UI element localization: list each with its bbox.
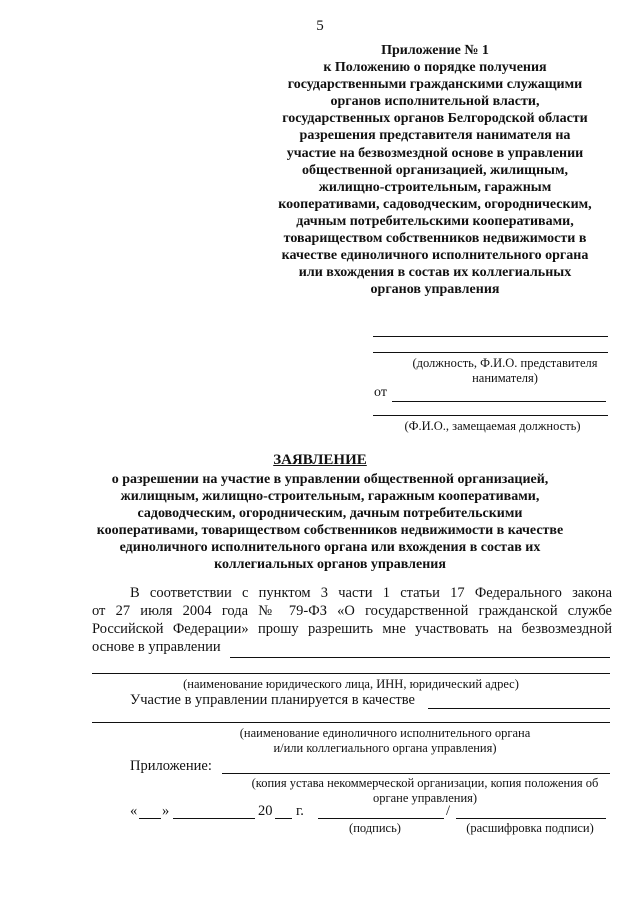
body-caption-line: и/или коллегиального органа управления) xyxy=(273,741,497,755)
appendix-line: участие на безвозмездной основе в управлении xyxy=(286,145,584,161)
subtitle-line: жилищным, жилищно-строительным, гаражным кооперативами, xyxy=(120,489,540,505)
page-number: 5 xyxy=(316,18,324,34)
addressee-caption xyxy=(375,356,635,386)
subtitle-line: садоводческим, огородническим, дачным потребительскими xyxy=(137,506,523,522)
body-paragraph xyxy=(92,584,612,656)
body-line: Российской Федерации» прошу разрешить мне участвовать на безвозмездной xyxy=(92,621,612,637)
appendix-line: органов исполнительной власти, xyxy=(330,94,540,110)
appendix-line: жилищно-строительным, гаражным xyxy=(318,179,552,195)
participation-blank-line-2[interactable] xyxy=(92,722,610,723)
signature-decode-caption: (расшифровка подписи) xyxy=(466,821,594,835)
date-year-prefix: 20 xyxy=(258,803,273,819)
body-caption-line: (наименование единоличного исполнительного органа xyxy=(239,726,531,740)
appendix-line: кооперативами, садоводческим, огородническим, xyxy=(278,196,592,212)
addressee-blank-line-2[interactable] xyxy=(373,352,608,353)
from-blank-line[interactable] xyxy=(392,401,606,402)
date-open-quote: « xyxy=(130,803,138,819)
appendix-line: разрешения представителя нанимателя на xyxy=(299,128,571,144)
addressee-caption-line: нанимателя) xyxy=(472,371,538,385)
appendix-line: государственных органов Белгородской области xyxy=(282,111,588,127)
org-caption: (наименование юридического лица, ИНН, юридический адрес) xyxy=(183,677,519,691)
subtitle-line: о разрешении на участие в управлении общественной организацией, xyxy=(111,472,549,487)
appendix-line: качестве единоличного исполнительного органа xyxy=(281,248,589,264)
document-subtitle xyxy=(70,471,590,574)
signature-blank[interactable] xyxy=(318,818,444,819)
document-title: ЗАЯВЛЕНИЕ xyxy=(273,452,367,468)
appendix-title: Приложение № 1 xyxy=(381,43,489,58)
date-year-blank[interactable] xyxy=(275,818,292,819)
from-blank-line-2[interactable] xyxy=(373,415,608,416)
attachment-caption-line: (копия устава некоммерческой организации, копия положения об xyxy=(251,776,599,790)
appendix-line: общественной организацией, жилищным, xyxy=(301,162,569,178)
appendix-line: органов управления xyxy=(370,282,500,298)
management-blank-line[interactable] xyxy=(230,657,610,658)
date-close-quote: » xyxy=(162,803,170,819)
org-blank-line[interactable] xyxy=(92,673,610,674)
subtitle-line: коллегиальных органов управления xyxy=(214,557,446,573)
appendix-line: государственными гражданскими служащими xyxy=(287,77,583,93)
date-year-suffix: г. xyxy=(296,803,304,819)
attachment-caption-line: органе управления) xyxy=(372,791,478,805)
attachment-label: Приложение: xyxy=(130,758,212,774)
participation-label: Участие в управлении планируется в качестве xyxy=(130,692,415,708)
appendix-line: или вхождения в состав их коллегиальных xyxy=(298,265,572,281)
subtitle-line: кооперативами, товариществом собственников недвижимости в качестве xyxy=(96,523,564,539)
appendix-line: к Положению о порядке получения xyxy=(323,60,547,76)
date-month-blank[interactable] xyxy=(173,818,255,819)
body-caption xyxy=(160,726,610,756)
date-day-blank[interactable] xyxy=(139,818,161,819)
appendix-line: дачным потребительскими кооперативами, xyxy=(296,213,574,229)
attachment-caption xyxy=(225,776,625,806)
signature-caption: (подпись) xyxy=(349,821,401,835)
subtitle-line: единоличного исполнительного органа или вхождения в состав их xyxy=(119,540,541,556)
appendix-header xyxy=(250,42,620,298)
from-label: от xyxy=(374,385,387,400)
signature-decode-blank[interactable] xyxy=(456,818,606,819)
participation-blank-line[interactable] xyxy=(428,708,610,709)
signature-slash: / xyxy=(446,803,451,819)
body-line: от 27 июля 2004 года № 79-ФЗ «О государственной гражданской службе xyxy=(92,603,612,619)
from-caption: (Ф.И.О., замещаемая должность) xyxy=(404,419,581,433)
addressee-caption-line: (должность, Ф.И.О. представителя xyxy=(412,356,598,370)
body-line: В соответствии с пунктом 3 части 1 статьи 17 Федерального закона xyxy=(130,585,612,601)
appendix-line: товариществом собственников недвижимости в xyxy=(283,231,587,247)
body-line: основе в управлении xyxy=(92,639,221,655)
attachment-blank-line[interactable] xyxy=(222,773,610,774)
addressee-blank-line-1[interactable] xyxy=(373,336,608,337)
